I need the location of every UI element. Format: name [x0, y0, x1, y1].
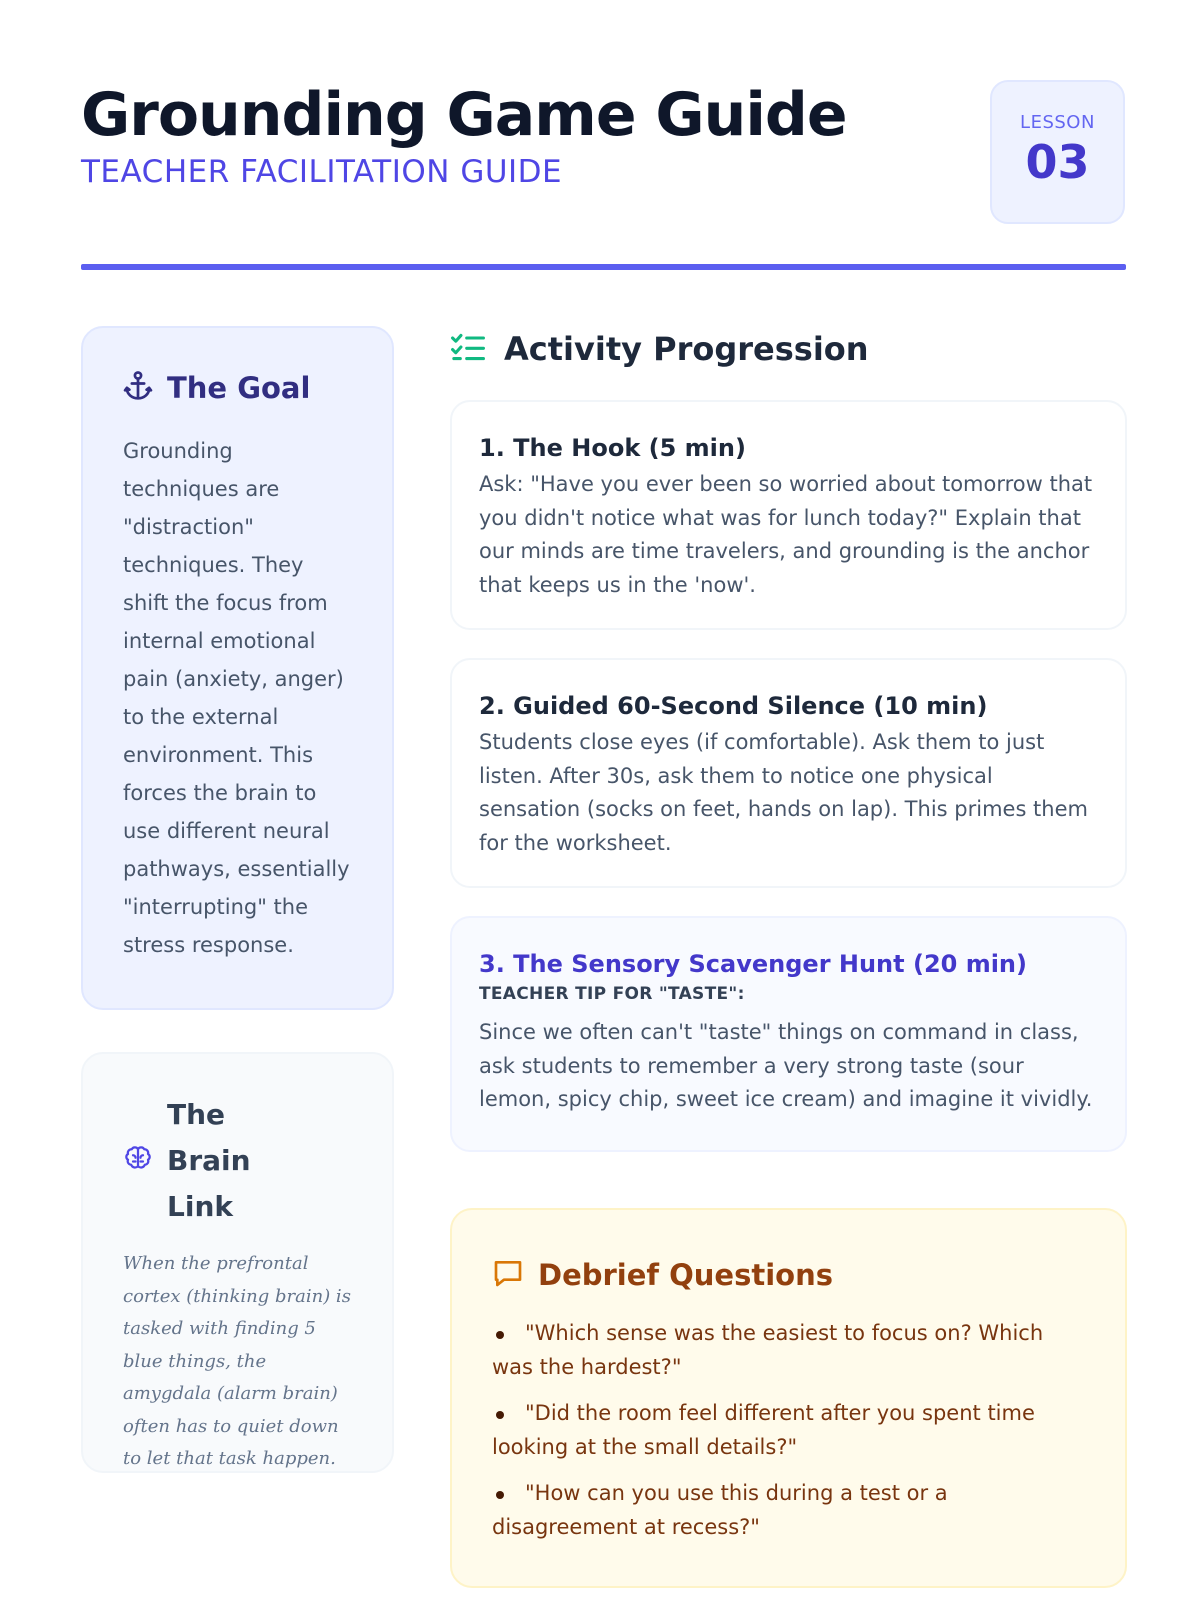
lesson-label: LESSON: [1020, 112, 1095, 133]
speech-bubble-icon: [492, 1257, 524, 1293]
list-item: "How can you use this during a test or a disagreement at recess?": [492, 1476, 1089, 1544]
step-text: Since we often can't "taste" things on command in class, ask students to remember a very strong taste (sour lemon, spicy chip, sweet ice cream) and imagine it vividly.: [479, 1020, 1093, 1111]
activity-heading: Activity Progression: [504, 330, 869, 368]
checklist-icon: [450, 331, 486, 367]
brain-heading: The Brain Link: [167, 1098, 251, 1223]
step-card-hook: [450, 400, 1127, 630]
teacher-tip-label: TEACHER TIP FOR "TASTE":: [479, 984, 745, 1004]
brain-icon: [123, 1144, 153, 1178]
activity-header: [450, 326, 869, 372]
debrief-heading: Debrief Questions: [538, 1258, 833, 1292]
page-title: Grounding Game Guide: [81, 80, 847, 150]
page-subtitle: TEACHER FACILITATION GUIDE: [81, 154, 563, 190]
step-title: 3. The Sensory Scavenger Hunt (20 min): [479, 950, 1027, 978]
goal-card: [81, 326, 394, 1010]
step-text: Ask: "Have you ever been so worried about tomorrow that you didn't notice what was for lunch today?" Explain that our minds are time travelers, and grounding is the anchor that keeps us in the 'now'.: [479, 472, 1093, 597]
goal-card-header: [123, 366, 354, 410]
goal-text: Grounding techniques are "distraction" techniques. They shift the focus from internal emotional pain (anxiety, anger) to the external environment. This forces the brain to use different neural pathways, essentially "interrupting" the stress response.: [123, 439, 350, 957]
brain-card-header: [123, 1092, 354, 1230]
debrief-header: [492, 1252, 1089, 1298]
header: [81, 80, 1125, 230]
debrief-list: [492, 1316, 1089, 1544]
step-title: 2. Guided 60-Second Silence (10 min): [479, 692, 988, 720]
anchor-icon: [123, 370, 153, 406]
debrief-card: [450, 1208, 1127, 1588]
brain-link-card: [81, 1052, 394, 1473]
list-item: "Which sense was the easiest to focus on? Which was the hardest?": [492, 1316, 1089, 1384]
step-title: 1. The Hook (5 min): [479, 434, 746, 462]
step-card-scavenger-hunt: [450, 916, 1127, 1152]
lesson-badge: [990, 80, 1125, 224]
brain-text: When the prefrontal cortex (thinking brain) is tasked with finding 5 blue things, the amygdala (alarm brain) often has to quiet down to let that task happen.: [123, 1253, 351, 1469]
step-card-silence: [450, 658, 1127, 888]
goal-heading: The Goal: [167, 371, 311, 405]
step-text: Students close eyes (if comfortable). Ask them to just listen. After 30s, ask them to notice one physical sensation (socks on feet, hands on lap). This primes them for the worksheet.: [479, 730, 1088, 855]
header-divider: [81, 264, 1126, 270]
list-item: "Did the room feel different after you spent time looking at the small details?": [492, 1396, 1089, 1464]
lesson-number: 03: [1025, 135, 1090, 189]
